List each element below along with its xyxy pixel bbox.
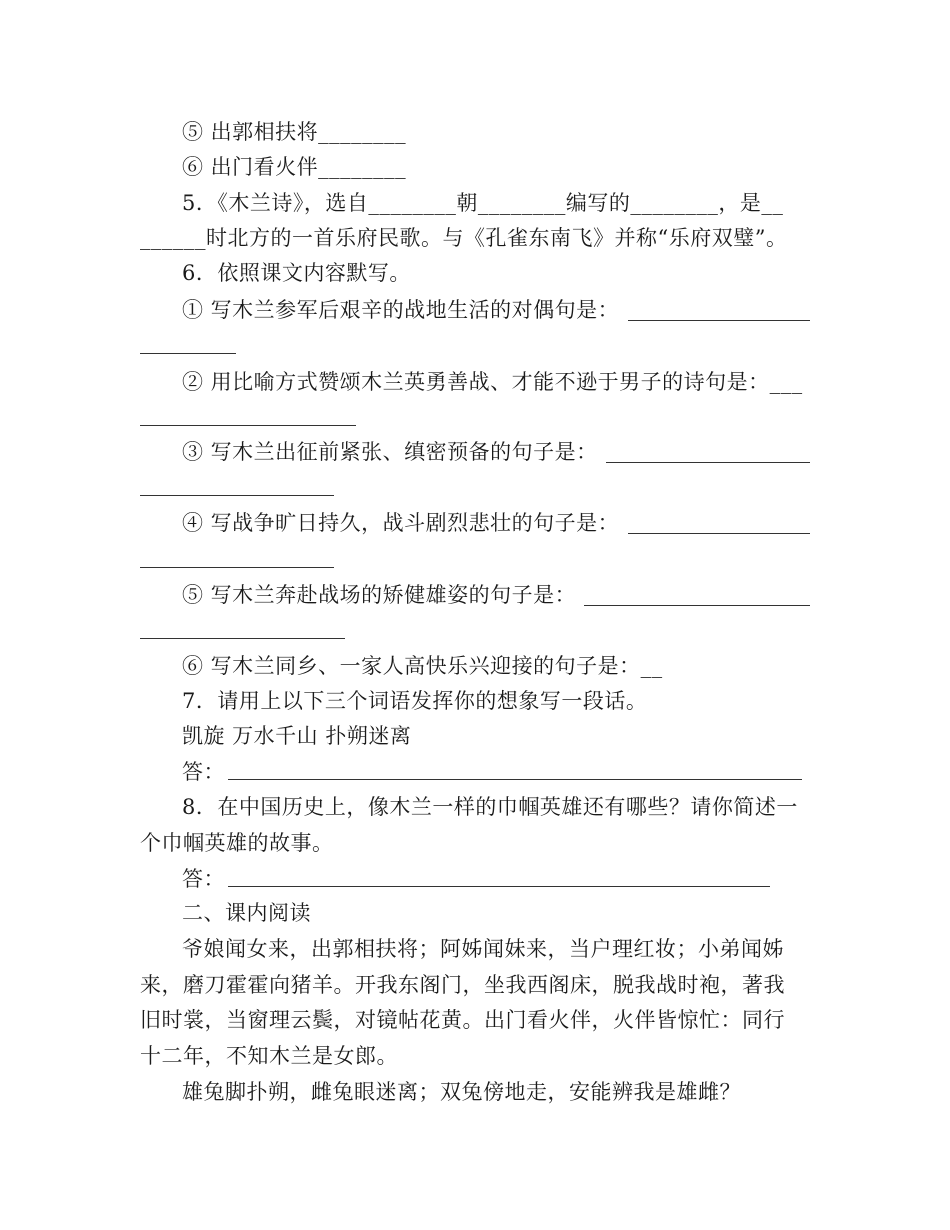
passage-line: 十二年，不知木兰是女郎。 [140, 1044, 398, 1068]
answer-line [228, 779, 802, 780]
line-q7: 7．请用上以下三个词语发挥你的想象写一段话。 [182, 689, 648, 713]
line-q6-title: 6．依照课文内容默写。 [182, 261, 411, 285]
answer-line [140, 353, 236, 354]
answer-line [628, 533, 810, 534]
line-q8-b: 个巾帼英雄的故事。 [140, 831, 334, 855]
line-q4-6: ⑥ 出门看火伴________ [182, 155, 407, 179]
line-q5-a: 5．《木兰诗》，选自________朝________编写的________，是__ [182, 191, 784, 215]
line-q6-6: ⑥ 写木兰同乡、一家人高快乐兴迎接的句子是：__ [182, 654, 663, 678]
line-q7-words: 凯旋 万水千山 扑朔迷离 [182, 724, 412, 748]
answer-line [140, 638, 345, 639]
line-q6-5: ⑤ 写木兰奔赴战场的矫健雄姿的句子是： [182, 583, 577, 607]
answer-line [140, 495, 334, 496]
answer-line [228, 886, 770, 887]
answer-line [140, 567, 334, 568]
line-q6-4: ④ 写战争旷日持久，战斗剧烈悲壮的句子是： [182, 511, 620, 535]
passage-line: 来，磨刀霍霍向猪羊。开我东阁门，坐我西阁床，脱我战时袍，著我 [140, 973, 785, 997]
section-heading: 二、课内阅读 [182, 901, 311, 925]
line-q6-3: ③ 写木兰出征前紧张、缜密预备的句子是： [182, 440, 598, 464]
line-q6-2: ② 用比喻方式赞颂木兰英勇善战、才能不逊于男子的诗句是：___ [182, 370, 803, 394]
line-q8-a: 8．在中国历史上，像木兰一样的巾帼英雄还有哪些？请你简述一 [182, 795, 798, 819]
answer-label: 答： [182, 760, 225, 784]
line-q5-b: ______时北方的一首乐府民歌。与《孔雀东南飞》并称“乐府双璧”。 [140, 226, 788, 250]
passage-line: 旧时裳，当窗理云鬓，对镜帖花黄。出门看火伴，火伴皆惊忙：同行 [140, 1008, 785, 1032]
answer-line [584, 605, 810, 606]
line-q6-1: ① 写木兰参军后艰辛的战地生活的对偶句是： [182, 298, 620, 322]
line-q4-5: ⑤ 出郭相扶将________ [182, 120, 407, 144]
answer-line [606, 462, 810, 463]
answer-label: 答： [182, 867, 225, 891]
answer-line [140, 425, 356, 426]
passage-line: 雄兔脚扑朔，雌兔眼迷离；双兔傍地走，安能辨我是雄雌？ [182, 1080, 741, 1104]
answer-line [628, 320, 810, 321]
passage-line: 爷娘闻女来，出郭相扶将；阿姊闻妹来，当户理红妆；小弟闻姊 [182, 937, 784, 961]
